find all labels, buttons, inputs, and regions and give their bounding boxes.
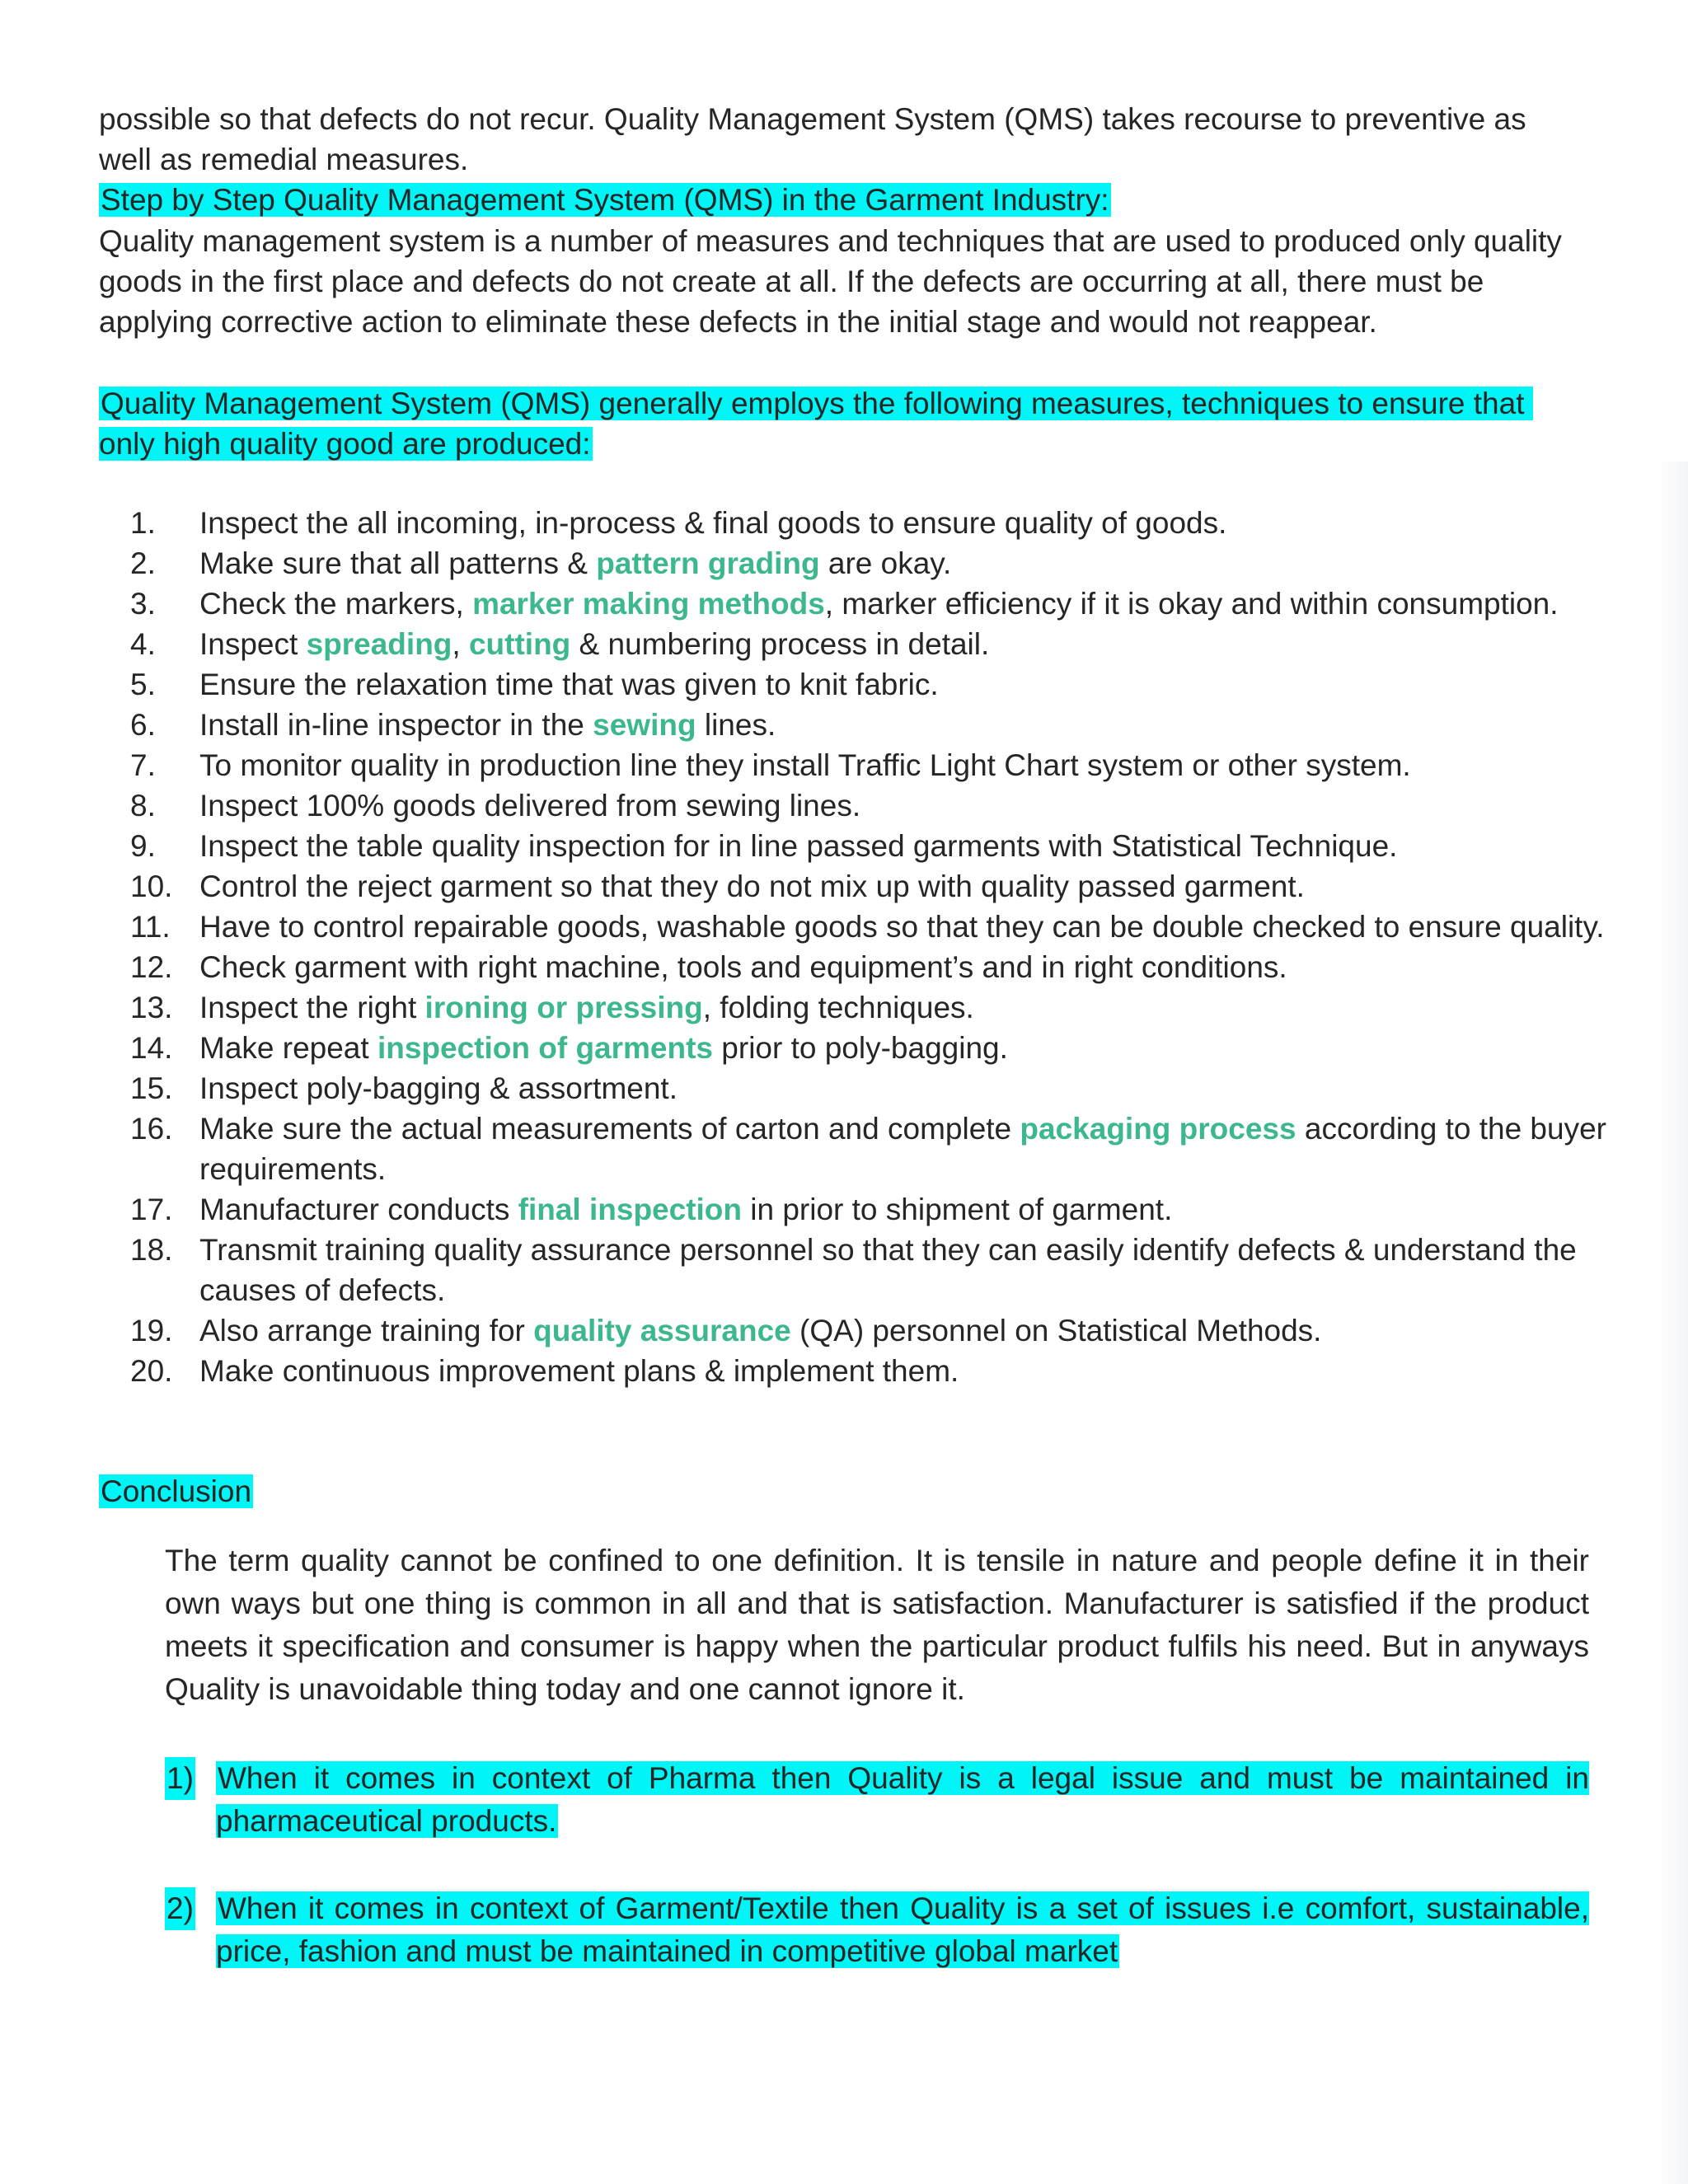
- list-item-number: 8.: [130, 789, 156, 823]
- list-item: [130, 705, 1614, 745]
- list-item: [130, 866, 1614, 907]
- list-item: [130, 624, 1614, 664]
- list-item: [130, 947, 1614, 987]
- list-item-text: are okay.: [819, 546, 952, 580]
- highlighted-heading-text: Step by Step Quality Management System (QMS) in the Garment Industry:: [101, 183, 1109, 217]
- list-item: [130, 785, 1614, 826]
- list-item-text: Make sure the actual measurements of carton and complete: [199, 1112, 1020, 1146]
- list-item-number: 11.: [130, 910, 171, 944]
- list-item-text: in prior to shipment of garment.: [742, 1193, 1173, 1226]
- list-item-text: Make sure that all patterns &: [199, 546, 597, 580]
- list-item-number: 20.: [130, 1354, 173, 1388]
- conclusion-point-2: [165, 1887, 1589, 1973]
- list-item: [130, 1351, 1614, 1391]
- highlighted-conclusion-text: Conclusion: [101, 1474, 252, 1508]
- conclusion-point-1: [165, 1757, 1589, 1843]
- list-item-number: 2.: [130, 546, 156, 580]
- list-item: [130, 1108, 1614, 1189]
- list-item-number: 7.: [130, 748, 156, 782]
- measures-list: [130, 503, 1614, 1391]
- list-item-text: Check garment with right machine, tools and equipment’s and in right conditions.: [199, 950, 1287, 984]
- list-item-text: Inspect: [199, 627, 307, 661]
- list-item-text: & numbering process in detail.: [570, 627, 990, 661]
- list-item: [130, 543, 1614, 583]
- list-item-text: Manufacturer conducts: [199, 1193, 518, 1226]
- intro-paragraph: possible so that defects do not recur. Quality Management System (QMS) takes recourse to preventive as well as remedial measures.: [99, 102, 1535, 176]
- conclusion-paragraph: The term quality cannot be confined to one definition. It is tensile in nature and people define it in their own ways but one thing is common in all and that is satisfaction. Manufacturer is satisfied if the product meets it specification and consumer is happy when the particular product fulfils his need. But in anyways Quality is unavoidable thing today and one cannot ignore it.: [165, 1544, 1589, 1706]
- list-item-number: 17.: [130, 1193, 173, 1226]
- list-item-text: Inspect poly-bagging & assortment.: [199, 1071, 678, 1105]
- term-link[interactable]: cutting: [468, 627, 571, 661]
- term-link[interactable]: ironing or pressing: [424, 991, 703, 1024]
- list-item: [130, 987, 1614, 1028]
- page-edge-shade: [1655, 462, 1688, 2184]
- list-item-number: 1.: [130, 506, 156, 540]
- point-text: When it comes in context of Garment/Textile then Quality is a set of issues i.e comfort, sustainable, price, fashion and must be maintained in competitive global market: [216, 1891, 1589, 1968]
- term-link[interactable]: final inspection: [518, 1193, 742, 1226]
- list-item-number: 10.: [130, 869, 173, 903]
- list-item-text: Ensure the relaxation time that was given to knit fabric.: [199, 668, 939, 701]
- list-item-text: Inspect the right: [199, 991, 425, 1024]
- list-item-text: , folding techniques.: [702, 991, 974, 1024]
- term-link[interactable]: packaging process: [1020, 1112, 1296, 1146]
- point-text: When it comes in context of Pharma then Quality is a legal issue and must be maintained in pharmaceutical products.: [216, 1761, 1589, 1838]
- list-item-number: 16.: [130, 1112, 173, 1146]
- list-item-text: Inspect the all incoming, in-process & final goods to ensure quality of goods.: [199, 506, 1227, 540]
- list-item-text: Install in-line inspector in the: [199, 708, 593, 742]
- list-item-text: Control the reject garment so that they do not mix up with quality passed garment.: [199, 869, 1305, 903]
- point-number: 2): [165, 1887, 195, 1930]
- list-item-number: 13.: [130, 991, 173, 1024]
- list-item-number: 6.: [130, 708, 156, 742]
- list-item-number: 3.: [130, 587, 156, 621]
- list-item: [130, 1230, 1614, 1310]
- list-item-text: Inspect the table quality inspection for in line passed garments with Statistical Technique.: [199, 829, 1398, 863]
- list-item: [130, 1068, 1614, 1108]
- list-item-text: Make continuous improvement plans & implement them.: [199, 1354, 959, 1388]
- list-item-text: Also arrange training for: [199, 1314, 534, 1347]
- list-item: [130, 745, 1614, 785]
- term-link[interactable]: pattern grading: [596, 546, 820, 580]
- list-item: [130, 907, 1614, 947]
- section-heading-step-by-step: [99, 180, 1111, 220]
- list-item-text: prior to poly-bagging.: [713, 1031, 1008, 1065]
- list-item-text: Have to control repairable goods, washable goods so that they can be double checked to ensure quality.: [199, 910, 1605, 944]
- list-item-number: 15.: [130, 1071, 173, 1105]
- list-item-number: 19.: [130, 1314, 173, 1347]
- highlighted-measures-text: Quality Management System (QMS) generally employs the following measures, techniques to ensure that only high quality good are produced:: [99, 387, 1533, 461]
- list-item-text: , marker efficiency if it is okay and within consumption.: [824, 587, 1559, 621]
- list-item: [130, 1189, 1614, 1230]
- list-item: [130, 583, 1614, 624]
- list-item-number: 18.: [130, 1233, 173, 1267]
- point-number: 1): [165, 1757, 195, 1800]
- list-item-text: according to the buyer requirements.: [199, 1112, 1606, 1186]
- conclusion-heading: [99, 1471, 253, 1511]
- term-link[interactable]: inspection of garments: [377, 1031, 714, 1065]
- list-item-text: Make repeat: [199, 1031, 377, 1065]
- list-item-text: Inspect 100% goods delivered from sewing lines.: [199, 789, 861, 823]
- list-item-number: 4.: [130, 627, 156, 661]
- section-heading-measures: [99, 383, 1582, 464]
- list-item-text: Transmit training quality assurance personnel so that they can easily identify defects & understand the causes of defects.: [199, 1233, 1577, 1307]
- list-item-text: Check the markers,: [199, 587, 473, 621]
- term-link[interactable]: marker making methods: [472, 587, 825, 621]
- list-item-text: To monitor quality in production line they install Traffic Light Chart system or other system.: [199, 748, 1411, 782]
- list-item: [130, 1028, 1614, 1068]
- term-link[interactable]: spreading: [306, 627, 452, 661]
- list-item: [130, 503, 1614, 543]
- list-item-number: 5.: [130, 668, 156, 701]
- qms-definition-paragraph: Quality management system is a number of measures and techniques that are used to produced only quality goods in the first place and defects do not create at all. If the defects are occurring at all, there must be applying corrective action to eliminate these defects in the initial stage and would not reappear.: [99, 224, 1571, 339]
- list-item-number: 14.: [130, 1031, 173, 1065]
- term-link[interactable]: sewing: [593, 708, 696, 742]
- list-item: [130, 1310, 1614, 1351]
- term-link[interactable]: quality assurance: [533, 1314, 791, 1347]
- list-item-text: ,: [452, 627, 469, 661]
- list-item-number: 9.: [130, 829, 156, 863]
- list-item-number: 12.: [130, 950, 173, 984]
- list-item: [130, 664, 1614, 705]
- list-item: [130, 826, 1614, 866]
- list-item-text: (QA) personnel on Statistical Methods.: [790, 1314, 1322, 1347]
- list-item-text: lines.: [696, 708, 776, 742]
